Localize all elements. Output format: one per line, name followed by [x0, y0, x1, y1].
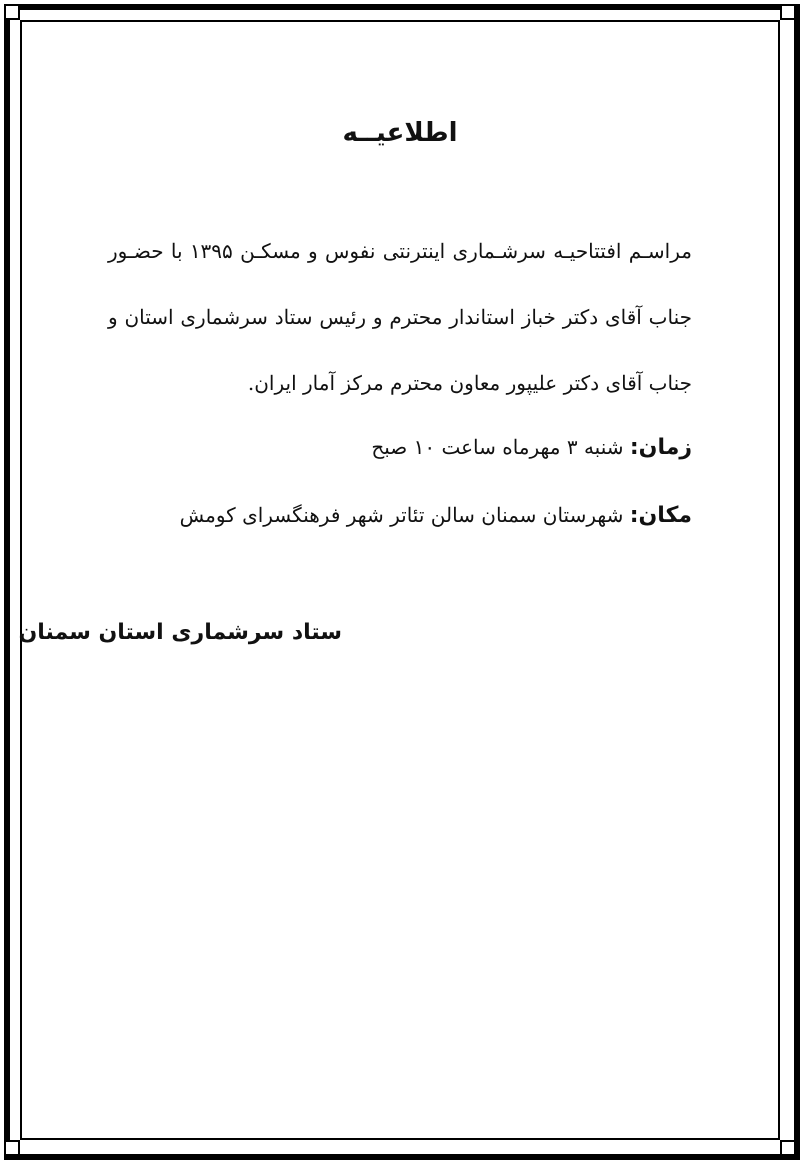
- body-line-1: مراسـم افتتاحیـه سرشـماری اینترنتی نفوس و مسکـن ۱۳۹۵ با حضـور: [108, 239, 692, 263]
- border-corner-top-right: [780, 4, 796, 20]
- border-corner-bottom-right: [780, 1140, 796, 1156]
- place-value: شهرستان سمنان سالن تئاتر شهر فرهنگسرای کومش: [179, 503, 624, 527]
- document-title: اطلاعیــه: [342, 118, 458, 148]
- border-corner-top-left: [4, 4, 20, 20]
- time-value: شنبه ۳ مهرماه ساعت ۱۰ صبح: [371, 435, 624, 459]
- place-line: [108, 500, 692, 531]
- time-label: زمان:: [629, 435, 692, 460]
- body-line-3: جناب آقای دکتر علیپور معاون محترم مرکز آمار ایران.: [247, 371, 692, 395]
- place-label: مکان:: [629, 503, 692, 528]
- signature: ستاد سرشماری استان سمنان: [18, 620, 342, 645]
- document-content: [18, 0, 692, 1160]
- time-line: [108, 432, 692, 463]
- body-line-2: جناب آقای دکتر خباز استاندار محترم و رئیس ستاد سرشماری استان و: [108, 305, 692, 329]
- border-corner-bottom-left: [4, 1140, 20, 1156]
